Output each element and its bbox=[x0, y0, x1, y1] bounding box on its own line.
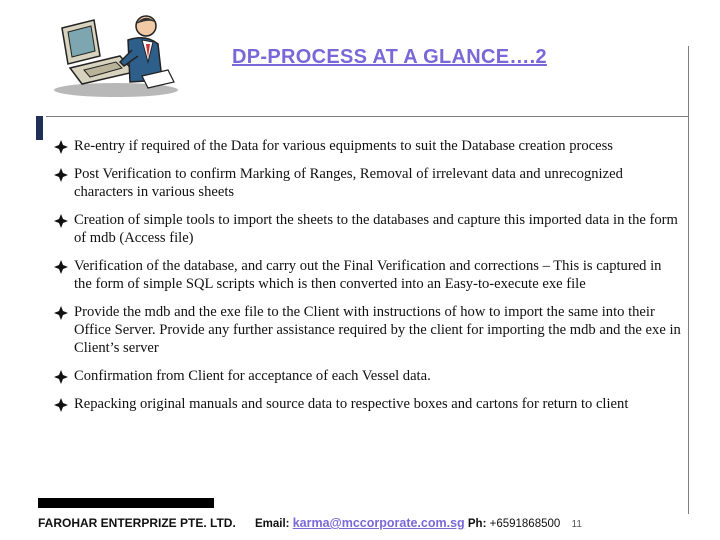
person-at-computer-icon bbox=[50, 10, 180, 98]
bullet-text: Repacking original manuals and source data to respective boxes and cartons for return to client bbox=[74, 396, 629, 412]
list-item bbox=[54, 257, 682, 293]
diamond-bullet-icon bbox=[54, 370, 68, 384]
diamond-bullet-icon bbox=[54, 140, 68, 154]
page-number: 11 bbox=[571, 519, 582, 530]
footer bbox=[38, 516, 678, 530]
email-label: Email: bbox=[254, 518, 290, 530]
diamond-bullet-icon bbox=[54, 398, 68, 412]
phone-label: Ph: bbox=[467, 518, 487, 530]
list-item bbox=[54, 303, 682, 357]
diamond-bullet-icon bbox=[54, 168, 68, 182]
bullet-text: Re-entry if required of the Data for various equipments to suit the Database creation process bbox=[74, 138, 613, 154]
top-divider-line bbox=[46, 116, 689, 117]
left-accent-bar bbox=[36, 116, 43, 140]
email-link[interactable]: karma@mccorporate.com.sg bbox=[292, 516, 465, 530]
bullet-text: Creation of simple tools to import the sheets to the databases and capture this imported data in the form of mdb (Access file) bbox=[74, 212, 678, 246]
list-item bbox=[54, 165, 682, 201]
company-name: FAROHAR ENTERPRIZE PTE. LTD. bbox=[38, 516, 236, 530]
bullet-list bbox=[54, 137, 682, 423]
diamond-bullet-icon bbox=[54, 260, 68, 274]
list-item bbox=[54, 137, 682, 155]
bullet-text: Verification of the database, and carry out the Final Verification and corrections – This is captured in the form of simple SQL scripts which is then converted into an Easy-to-execute exe file bbox=[74, 258, 662, 292]
bullet-text: Post Verification to confirm Marking of Ranges, Removal of irrelevant data and unrecognized characters in various sheets bbox=[74, 166, 623, 200]
slide-title: DP-PROCESS AT A GLANCE….2 bbox=[232, 46, 547, 68]
diamond-bullet-icon bbox=[54, 214, 68, 228]
phone-number: +6591868500 bbox=[489, 518, 561, 530]
bullet-text: Confirmation from Client for acceptance of each Vessel data. bbox=[74, 368, 431, 384]
list-item bbox=[54, 211, 682, 247]
bottom-accent-bar bbox=[38, 498, 214, 508]
list-item bbox=[54, 395, 682, 413]
list-item bbox=[54, 367, 682, 385]
bullet-text: Provide the mdb and the exe file to the Client with instructions of how to import the same into their Office Server. Provide any further assistance required by the client for importing the mdb and the exe in Client’s server bbox=[74, 304, 681, 356]
diamond-bullet-icon bbox=[54, 306, 68, 320]
